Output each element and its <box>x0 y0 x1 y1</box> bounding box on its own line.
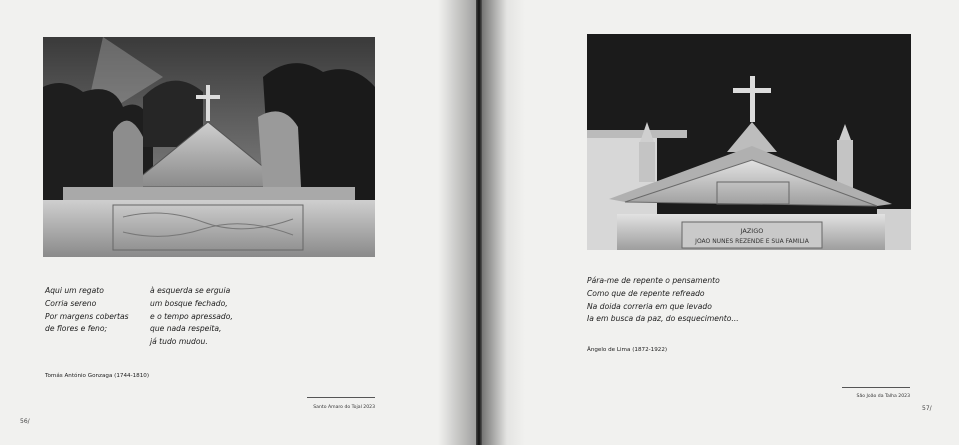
book-gutter <box>476 0 482 445</box>
poem-line: e o tempo apressado, <box>150 311 233 321</box>
page-number: 56/ <box>20 418 30 425</box>
page-shadow <box>438 0 478 445</box>
tomb-photo-left <box>43 37 375 257</box>
poem-line: Corria sereno <box>45 298 97 308</box>
poem-line: que nada respeita, <box>150 324 222 334</box>
poem-line: Na doida correria em que levado <box>587 301 712 311</box>
poem-line: Aqui um regato <box>45 286 104 295</box>
poem-line: Como que de repente refreado <box>587 288 705 298</box>
photo-caption: São João da Talha 2023 <box>856 394 910 399</box>
left-page <box>0 0 478 445</box>
page-shadow <box>480 0 525 445</box>
poem-column-1 <box>45 285 129 336</box>
poem-line: um bosque fechado, <box>150 298 228 308</box>
poem-line: já tudo mudou. <box>150 337 208 347</box>
tomb-photo-right <box>587 34 911 250</box>
caption-rule <box>307 397 375 398</box>
tomb-inscription-line-2: JOAO NUNES REZENDE E SUA FAMILIA <box>695 238 809 245</box>
caption-rule <box>842 387 910 388</box>
page-number: 57/ <box>922 405 932 412</box>
poem-line: à esquerda se erguia <box>150 286 231 295</box>
author-credit: Ângelo de Lima (1872-1922) <box>587 347 668 353</box>
tomb-inscription-line-1: JAZIGO <box>740 227 764 235</box>
poem-right <box>587 275 739 326</box>
poem-line: Por margens cobertas <box>45 311 129 321</box>
photo-caption: Santo Amaro do Tojal 2023 <box>313 405 375 410</box>
poem-line: Pára-me de repente o pensamento <box>587 276 720 285</box>
author-credit: Tomás António Gonzaga (1744-1810) <box>45 373 150 379</box>
poem-line: de flores e feno; <box>45 324 108 334</box>
poem-column-2 <box>150 285 233 349</box>
right-page <box>480 0 959 445</box>
poem-line: Ia em busca da paz, do esquecimento... <box>587 314 739 324</box>
